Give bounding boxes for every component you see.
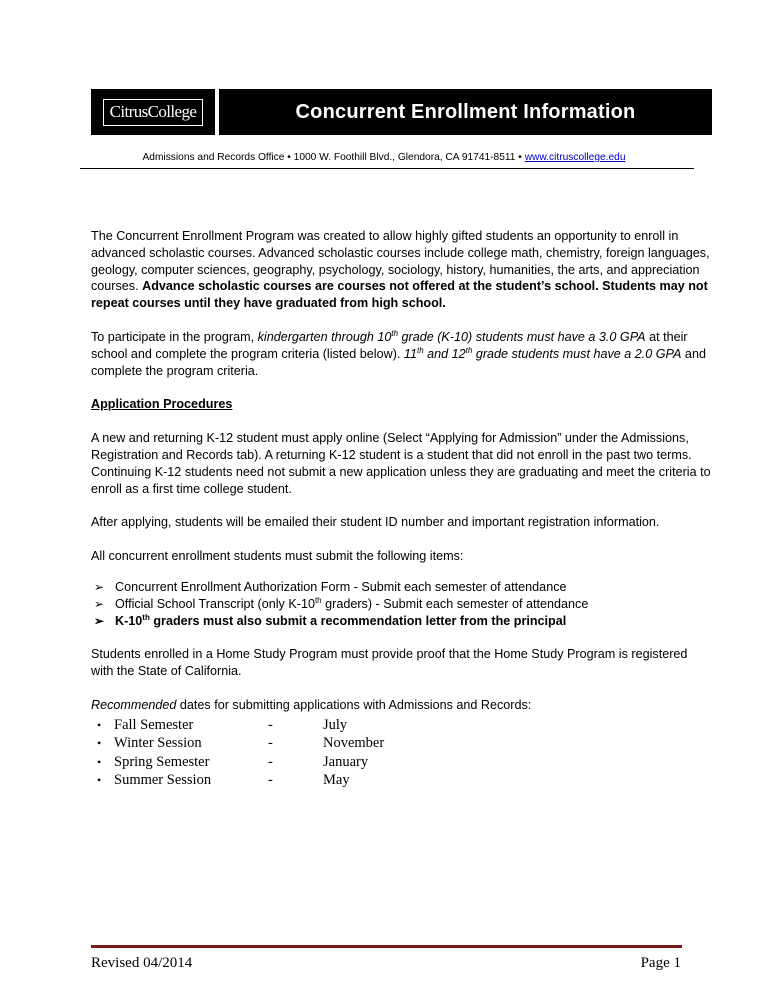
eligibility-11-a: 11	[403, 346, 417, 361]
superscript: th	[465, 345, 473, 355]
arrow-bullet-icon: ➢	[94, 579, 105, 594]
eligibility-k10	[258, 330, 646, 344]
revised-date: Revised 04/2014	[91, 955, 193, 971]
items-intro-paragraph: All concurrent enrollment students must submit the following items:	[91, 549, 464, 564]
date-row	[91, 753, 711, 772]
eligibility-k10-b: grade (K-10) students must have a 3.0 GPA	[398, 329, 646, 344]
superscript: th	[416, 345, 424, 355]
superscript: th	[142, 612, 150, 622]
date-row	[91, 771, 711, 790]
superscript: th	[391, 328, 399, 338]
recommended-dates-list	[91, 716, 711, 790]
intro-bold-text: Advance scholastic courses are courses not offered at the student’s school. Students may not repeat courses until they have graduated from high school.	[91, 279, 708, 311]
arrow-bullet-icon: ➢	[94, 596, 105, 611]
list-item	[91, 596, 711, 613]
recommended-dates-intro	[91, 697, 711, 714]
eligibility-12-b: and 12	[423, 346, 466, 361]
website-link[interactable]: www.citruscollege.edu	[524, 152, 626, 163]
address-text: Admissions and Records Office • 1000 W. Foothill Blvd., Glendora, CA 91741-8511 •	[142, 152, 525, 163]
home-study-paragraph: Students enrolled in a Home Study Program must provide proof that the Home Study Program is registered with the State of California.	[91, 647, 688, 679]
dash-separator: -	[268, 772, 273, 789]
page-title: Concurrent Enrollment Information	[219, 89, 712, 135]
superscript: th	[314, 595, 322, 605]
item-transcript-a: Official School Transcript (only K-10	[115, 596, 315, 611]
term-month: July	[323, 716, 348, 733]
recommended-italic: Recommended	[91, 697, 177, 712]
after-applying-paragraph: After applying, students will be emailed their student ID number and important registration information.	[91, 515, 660, 530]
intro-text: The Concurrent Enrollment Program was created to allow highly gifted students an opportunity to enroll in advanced scholastic courses. Advanced scholastic courses include college math, chemistry, foreign languages, geology, computer sciences, geography, psychology, sociology, history, humanities, the arts, and appreciation courses.	[91, 229, 710, 294]
eligibility-text-3: and complete the program criteria.	[91, 346, 706, 378]
header-divider	[80, 168, 694, 169]
eligibility-k10-a: kindergarten through 10	[257, 329, 392, 344]
term-month: May	[323, 772, 350, 789]
eligibility-text-1: To participate in the program,	[91, 329, 258, 344]
item-authorization-form: Concurrent Enrollment Authorization Form - Submit each semester of attendance	[115, 579, 567, 594]
item-recommendation-a: K-10	[115, 613, 143, 628]
application-procedures-heading: Application Procedures	[91, 397, 233, 412]
citrus-college-logo	[91, 89, 215, 135]
date-row	[91, 716, 711, 735]
dash-separator: -	[268, 753, 273, 770]
page-number: Page 1	[640, 955, 681, 971]
bullet-icon: •	[97, 736, 102, 751]
eligibility-text-2: at their school and complete the program criteria (listed below).	[91, 329, 688, 361]
eligibility-11-12	[404, 347, 682, 361]
document-body	[91, 228, 711, 790]
arrow-bullet-icon: ➢	[94, 613, 105, 628]
eligibility-paragraph	[91, 329, 711, 379]
logo-text: CitrusCollege	[103, 99, 204, 126]
item-transcript-b: graders) - Submit each semester of attendance	[321, 596, 589, 611]
term-month: November	[323, 735, 385, 752]
list-item	[91, 613, 711, 630]
bullet-icon: •	[97, 717, 102, 732]
header	[91, 89, 712, 135]
term-month: January	[323, 753, 369, 770]
bullet-icon: •	[97, 773, 102, 788]
list-item	[91, 579, 711, 596]
required-items-list	[91, 579, 711, 629]
recommended-text: dates for submitting applications with Admissions and Records:	[176, 697, 532, 712]
bullet-icon: •	[97, 754, 102, 769]
item-recommendation-b: graders must also submit a recommendation letter from the principal	[149, 613, 567, 628]
term-name: Summer Session	[114, 772, 212, 789]
apply-online-paragraph: A new and returning K-12 student must apply online (Select “Applying for Admission” under the Admissions, Registration and Records tab). A returning K-12 student is a student that did not enroll in the past two terms. Continuing K-12 students need not submit a new application unless they are graduating and meet the criteria to enroll as a first time college student.	[91, 431, 711, 496]
footer-divider	[91, 945, 682, 948]
intro-paragraph	[91, 228, 711, 312]
term-name: Spring Semester	[114, 753, 210, 770]
term-name: Winter Session	[114, 735, 202, 752]
dash-separator: -	[268, 735, 273, 752]
eligibility-12-c: grade students must have a 2.0 GPA	[472, 346, 682, 361]
dash-separator: -	[268, 716, 273, 733]
date-row	[91, 734, 711, 753]
term-name: Fall Semester	[114, 716, 194, 733]
address-line	[80, 152, 688, 163]
